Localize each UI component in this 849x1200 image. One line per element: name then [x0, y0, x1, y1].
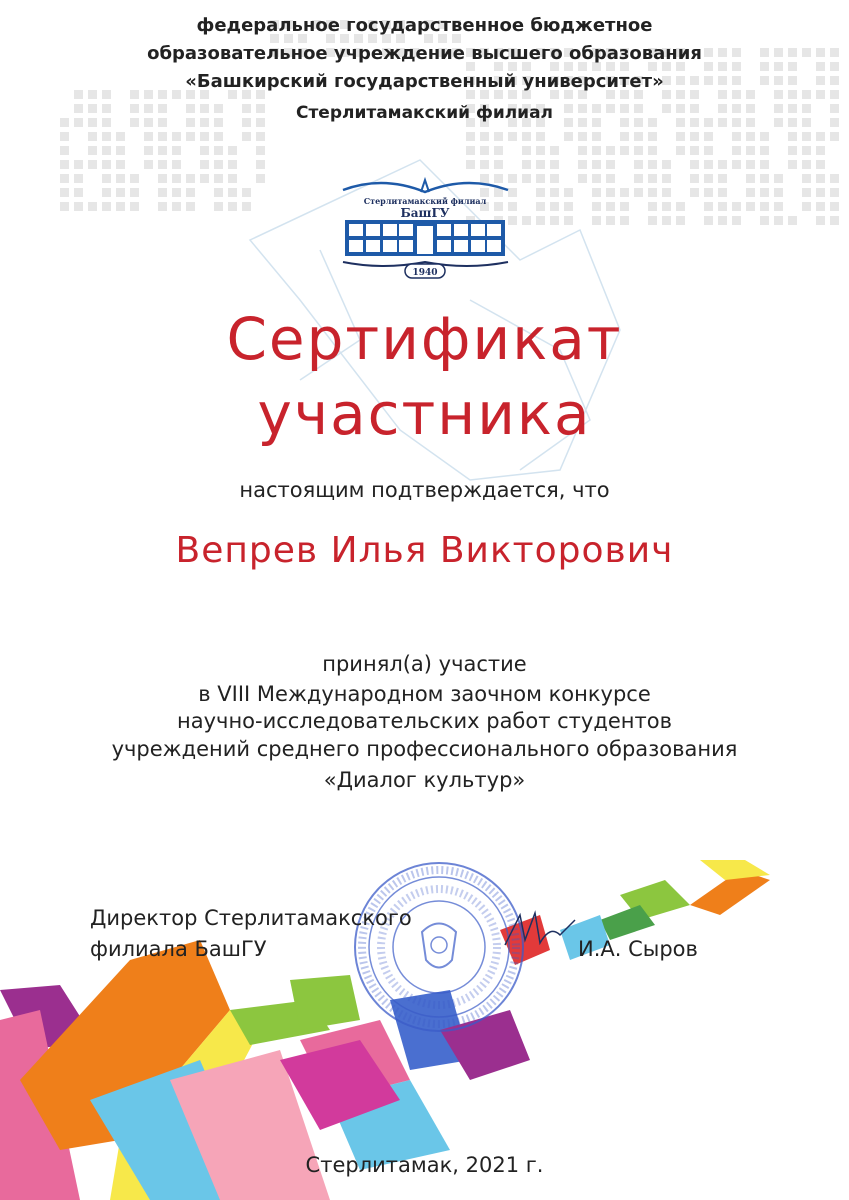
map-dot [802, 146, 811, 155]
contest-name: «Диалог культур» [323, 768, 526, 792]
map-dot [592, 160, 601, 169]
map-dot [732, 160, 741, 169]
map-dot [130, 174, 139, 183]
map-dot [830, 202, 839, 211]
map-dot [704, 202, 713, 211]
map-dot [634, 132, 643, 141]
map-dot [746, 146, 755, 155]
map-dot [760, 160, 769, 169]
map-dot [802, 132, 811, 141]
org-line-3: «Башкирский государственный университет» [185, 71, 664, 92]
map-dot [606, 188, 615, 197]
map-dot [690, 146, 699, 155]
map-dot [634, 188, 643, 197]
map-dot [718, 202, 727, 211]
university-logo [333, 170, 518, 285]
map-dot [662, 188, 671, 197]
map-dot [256, 132, 265, 141]
map-dot [480, 160, 489, 169]
map-dot [158, 146, 167, 155]
map-dot [732, 202, 741, 211]
map-dot [704, 132, 713, 141]
map-dot [732, 132, 741, 141]
map-dot [760, 216, 769, 225]
map-dot [228, 174, 237, 183]
map-dot [648, 216, 657, 225]
confirm-text: настоящим подтверждается, что [239, 478, 610, 502]
map-dot [228, 188, 237, 197]
map-dot [550, 146, 559, 155]
map-dot [648, 174, 657, 183]
map-dot [186, 202, 195, 211]
map-dot [802, 174, 811, 183]
map-dot [480, 146, 489, 155]
signer-position-line-2: филиала БашГУ [90, 937, 267, 961]
map-dot [662, 174, 671, 183]
map-dot [606, 216, 615, 225]
map-dot [676, 132, 685, 141]
map-dot [522, 216, 531, 225]
map-dot [200, 132, 209, 141]
map-dot [60, 146, 69, 155]
map-dot [88, 202, 97, 211]
map-dot [690, 160, 699, 169]
map-dot [718, 174, 727, 183]
body-line-1: принял(а) участие [322, 652, 527, 676]
map-dot [648, 132, 657, 141]
map-dot [102, 188, 111, 197]
body-line-3: научно-исследовательских работ студентов [177, 709, 672, 733]
map-dot [172, 174, 181, 183]
map-dot [536, 132, 545, 141]
map-dot [760, 202, 769, 211]
map-dot [746, 188, 755, 197]
map-dot [592, 202, 601, 211]
map-dot [788, 132, 797, 141]
map-dot [704, 216, 713, 225]
map-dot [494, 132, 503, 141]
map-dot [704, 160, 713, 169]
map-dot [816, 188, 825, 197]
map-dot [802, 188, 811, 197]
place-and-year: Стерлитамак, 2021 г. [305, 1153, 544, 1177]
map-dot [550, 216, 559, 225]
map-dot [718, 160, 727, 169]
map-dot [830, 216, 839, 225]
map-dot [466, 160, 475, 169]
map-dot [718, 216, 727, 225]
map-dot [74, 202, 83, 211]
org-line-2: образовательное учреждение высшего образования [147, 43, 702, 64]
map-dot [214, 188, 223, 197]
map-dot [74, 188, 83, 197]
map-dot [116, 188, 125, 197]
map-dot [564, 202, 573, 211]
map-dot [648, 146, 657, 155]
emblem-icon [422, 924, 456, 968]
map-dot [802, 160, 811, 169]
map-dot [816, 216, 825, 225]
map-dot [760, 188, 769, 197]
map-dot [830, 188, 839, 197]
map-dot [634, 146, 643, 155]
map-dot [816, 132, 825, 141]
map-dot [676, 216, 685, 225]
map-dot [158, 132, 167, 141]
map-dot [536, 216, 545, 225]
map-dot [102, 160, 111, 169]
map-dot [606, 202, 615, 211]
map-dot [774, 188, 783, 197]
map-dot [536, 188, 545, 197]
logo-year: 1940 [412, 268, 438, 278]
map-dot [578, 174, 587, 183]
map-dot [60, 174, 69, 183]
map-dot [88, 132, 97, 141]
map-dot [102, 146, 111, 155]
map-dot [60, 160, 69, 169]
map-dot [116, 132, 125, 141]
map-dot [256, 160, 265, 169]
map-dot [116, 202, 125, 211]
map-dot [816, 146, 825, 155]
map-dot [578, 146, 587, 155]
map-dot [690, 174, 699, 183]
map-dot [788, 146, 797, 155]
map-dot [550, 202, 559, 211]
map-dot [214, 174, 223, 183]
map-dot [536, 160, 545, 169]
map-dot [746, 202, 755, 211]
map-dot [606, 160, 615, 169]
map-dot [592, 132, 601, 141]
map-dot [578, 160, 587, 169]
map-dot [648, 202, 657, 211]
map-dot [158, 174, 167, 183]
signer-name: И.А. Сыров [578, 937, 698, 961]
map-dot [466, 146, 475, 155]
map-dot [130, 202, 139, 211]
map-dot [74, 160, 83, 169]
map-dot [830, 132, 839, 141]
map-dot [732, 216, 741, 225]
map-dot [242, 202, 251, 211]
map-dot [480, 132, 489, 141]
map-dot [186, 132, 195, 141]
map-dot [550, 188, 559, 197]
logo-main-text: БашГУ [400, 206, 450, 220]
map-dot [60, 132, 69, 141]
map-dot [648, 160, 657, 169]
map-dot [606, 174, 615, 183]
map-dot [788, 160, 797, 169]
map-dot [592, 146, 601, 155]
map-dot [536, 202, 545, 211]
map-dot [564, 132, 573, 141]
body-line-4: учреждений среднего профессионального образования [111, 737, 738, 761]
map-dot [200, 160, 209, 169]
map-dot [760, 174, 769, 183]
map-dot [88, 160, 97, 169]
map-dot [802, 202, 811, 211]
map-dot [144, 132, 153, 141]
map-dot [830, 174, 839, 183]
map-dot [662, 216, 671, 225]
map-dot [550, 160, 559, 169]
map-dot [662, 160, 671, 169]
map-dot [242, 188, 251, 197]
map-dot [550, 174, 559, 183]
map-dot [494, 146, 503, 155]
map-dot [774, 174, 783, 183]
map-dot [718, 188, 727, 197]
map-dot [620, 202, 629, 211]
map-dot [634, 174, 643, 183]
map-dot [536, 174, 545, 183]
map-dot [690, 188, 699, 197]
map-dot [522, 146, 531, 155]
map-dot [228, 146, 237, 155]
map-dot [676, 202, 685, 211]
map-dot [172, 132, 181, 141]
map-dot [592, 174, 601, 183]
map-dot [620, 132, 629, 141]
map-dot [816, 174, 825, 183]
map-dot [508, 132, 517, 141]
certificate-title-line-1: Сертификат [226, 305, 623, 373]
map-dot [774, 202, 783, 211]
map-dot [620, 188, 629, 197]
map-dot [256, 146, 265, 155]
map-dot [158, 160, 167, 169]
map-dot [214, 202, 223, 211]
body-line-2: в VIII Международном заочном конкурсе [198, 682, 651, 706]
map-dot [60, 202, 69, 211]
map-dot [634, 160, 643, 169]
map-dot [746, 160, 755, 169]
map-dot [774, 216, 783, 225]
map-dot [704, 146, 713, 155]
map-dot [788, 216, 797, 225]
map-dot [242, 132, 251, 141]
map-dot [746, 174, 755, 183]
map-dot [172, 160, 181, 169]
map-dot [172, 202, 181, 211]
map-dot [746, 132, 755, 141]
map-dot [536, 146, 545, 155]
map-dot [158, 188, 167, 197]
map-dot [116, 174, 125, 183]
signature-icon [500, 905, 580, 960]
map-dot [130, 188, 139, 197]
map-dot [732, 146, 741, 155]
map-dot [74, 174, 83, 183]
org-line-1: федеральное государственное бюджетное [196, 15, 653, 36]
map-dot [620, 146, 629, 155]
recipient-name: Вепрев Илья Викторович [175, 530, 674, 571]
map-dot [158, 202, 167, 211]
certificate-title-line-2: участника [257, 380, 592, 448]
map-dot [172, 146, 181, 155]
map-dot [578, 132, 587, 141]
map-dot [760, 132, 769, 141]
map-dot [228, 202, 237, 211]
map-dot [704, 188, 713, 197]
map-dot [620, 216, 629, 225]
map-dot [606, 146, 615, 155]
map-dot [88, 146, 97, 155]
map-dot [214, 146, 223, 155]
map-dot [102, 174, 111, 183]
map-dot [214, 160, 223, 169]
map-dot [522, 160, 531, 169]
map-dot [662, 202, 671, 211]
map-dot [676, 146, 685, 155]
map-dot [102, 202, 111, 211]
map-dot [200, 174, 209, 183]
branch-name: Стерлитамакский филиал [295, 103, 554, 123]
map-dot [592, 216, 601, 225]
map-dot [256, 174, 265, 183]
map-dot [60, 188, 69, 197]
map-dot [186, 188, 195, 197]
map-dot [564, 216, 573, 225]
map-dot [116, 160, 125, 169]
map-dot [186, 174, 195, 183]
map-dot [466, 132, 475, 141]
map-dot [102, 132, 111, 141]
map-dot [522, 174, 531, 183]
map-dot [816, 202, 825, 211]
map-dot [564, 188, 573, 197]
map-dot [690, 132, 699, 141]
map-dot [214, 132, 223, 141]
map-dot [228, 160, 237, 169]
map-dot [144, 146, 153, 155]
map-dot [592, 188, 601, 197]
map-dot [144, 160, 153, 169]
map-dot [704, 174, 713, 183]
map-dot [494, 160, 503, 169]
map-dot [648, 188, 657, 197]
map-dot [760, 146, 769, 155]
map-dot [522, 132, 531, 141]
logo-top-text: Стерлитамакский филиал [363, 196, 487, 206]
map-dot [172, 188, 181, 197]
map-dot [200, 146, 209, 155]
map-dot [816, 160, 825, 169]
map-dot [116, 146, 125, 155]
signer-position-line-1: Директор Стерлитамакского [90, 906, 412, 930]
